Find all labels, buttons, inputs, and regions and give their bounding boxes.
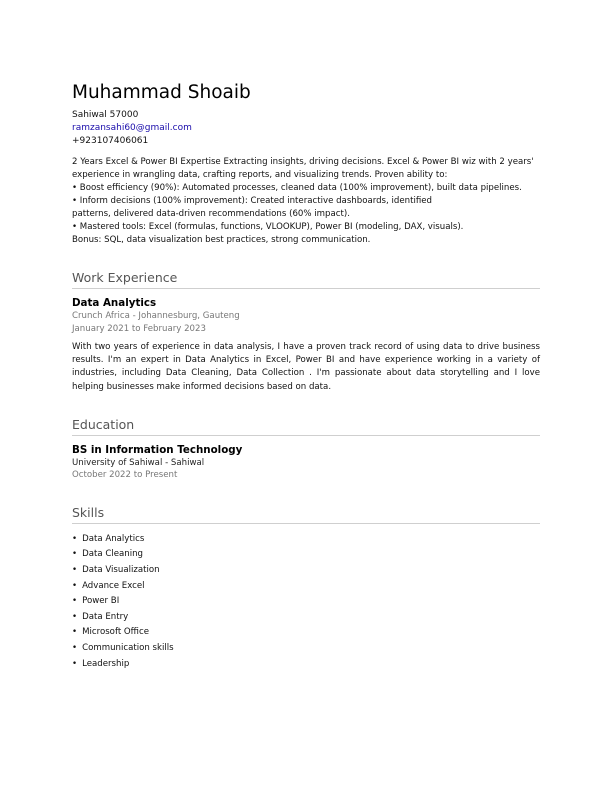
skill-item: • Data Cleaning <box>72 547 540 563</box>
skill-item: • Data Analytics <box>72 532 540 548</box>
skill-item: • Advance Excel <box>72 579 540 595</box>
summary-line: • Boost efficiency (90%): Automated processes, cleaned data (100% improvement), built data pipelines. <box>72 183 522 193</box>
job-dates: January 2021 to February 2023 <box>72 323 206 334</box>
skill-item: • Microsoft Office <box>72 625 540 641</box>
education-entry <box>72 444 540 482</box>
summary-line: 2 Years Excel & Power BI Expertise Extracting insights, driving decisions. Excel & Power BI wiz with 2 years' experience in wrangling data, crafting reports, and visualizing trends. Proven ability to: <box>72 157 534 180</box>
summary-line: • Mastered tools: Excel (formulas, functions, VLOOKUP), Power BI (modeling, DAX, visuals). <box>72 222 464 232</box>
skill-item: • Data Visualization <box>72 563 540 579</box>
education-heading: Education <box>72 417 540 436</box>
skill-item: • Leadership <box>72 657 540 673</box>
skills-heading: Skills <box>72 505 540 524</box>
skill-item: • Power BI <box>72 594 540 610</box>
company-location: Crunch Africa - Johannesburg, Gauteng <box>72 311 240 321</box>
candidate-name: Muhammad Shoaib <box>72 82 251 103</box>
summary-line: patterns, delivered data-driven recommendations (60% impact). <box>72 209 350 219</box>
resume-content <box>72 82 540 672</box>
contact-block <box>72 109 540 148</box>
degree-title: BS in Information Technology <box>72 443 243 456</box>
work-entry <box>72 297 540 394</box>
summary-line: Bonus: SQL, data visualization best practices, strong communication. <box>72 235 371 245</box>
summary-line: • Inform decisions (100% improvement): Created interactive dashboards, identified <box>72 196 432 206</box>
work-experience-heading: Work Experience <box>72 270 540 289</box>
education-dates: October 2022 to Present <box>72 470 178 481</box>
location-text: Sahiwal 57000 <box>72 110 139 120</box>
skills-list <box>72 532 540 672</box>
school-name: University of Sahiwal - Sahiwal <box>72 457 205 468</box>
job-description: With two years of experience in data analysis, I have a proven track record of using data to drive business results. I'm an expert in Data Analytics in Excel, Power BI and have experience working in a variety of industries, including Data Cleaning, Data Collection . I'm passionate about data storytelling and I love helping businesses make informed decisions based on data. <box>72 342 540 392</box>
skill-item: • Communication skills <box>72 641 540 657</box>
summary-block <box>72 156 540 247</box>
skill-item: • Data Entry <box>72 610 540 626</box>
email-link[interactable]: ramzansahi60@gmail.com <box>72 123 192 133</box>
job-title: Data Analytics <box>72 297 157 309</box>
phone-text: +923107406061 <box>72 136 149 146</box>
